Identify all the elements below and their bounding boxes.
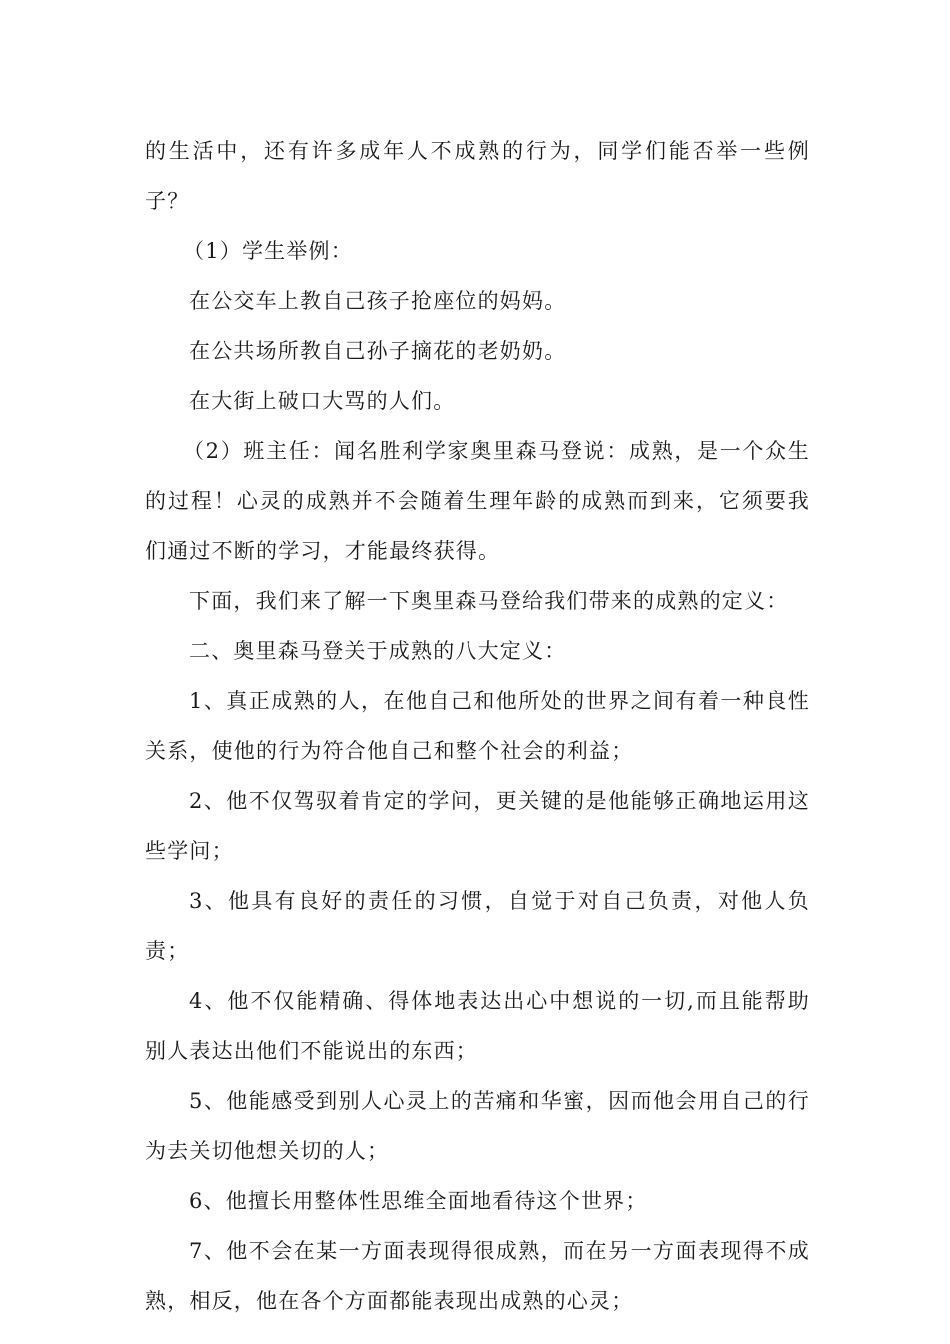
- definition-item-3: 3、他具有良好的责任的习惯，自觉于对自己负责，对他人负责；: [145, 889, 810, 963]
- document-body: [145, 126, 810, 1326]
- definition-item-1: 1、真正成熟的人，在他自己和他所处的世界之间有着一种良性关系，使他的行为符合他自己和整个社会的利益；: [145, 689, 810, 763]
- paragraph-teacher-remarks: （2）班主任：闻名胜利学家奥里森马登说：成熟，是一个众生的过程！心灵的成熟并不会随着生理年龄的成熟而到来，它须要我们通过不断的学习，才能最终获得。: [145, 439, 810, 563]
- definition-item-6: 6、他擅长用整体性思维全面地看待这个世界；: [189, 1189, 648, 1213]
- paragraph-continuation: 的生活中，还有许多成年人不成熟的行为，同学们能否举一些例子？: [145, 139, 810, 213]
- definition-item-7: 7、他不会在某一方面表现得很成熟，而在另一方面表现得不成熟，相反，他在各个方面都能表现出成熟的心灵；: [145, 1239, 810, 1313]
- paragraph-intro-definitions: 下面，我们来了解一下奥里森马登给我们带来的成熟的定义：: [189, 589, 789, 613]
- definition-item-5: 5、他能感受到别人心灵上的苦痛和华蜜，因而他会用自己的行为去关切他想关切的人；: [145, 1089, 810, 1163]
- paragraph-example-street: 在大街上破口大骂的人们。: [189, 389, 456, 413]
- section-heading-eight-definitions: 二、奥里森马登关于成熟的八大定义：: [189, 639, 567, 663]
- definition-item-4: 4、他不仅能精确、得体地表达出心中想说的一切,而且能帮助别人表达出他们不能说出的东西；: [145, 989, 810, 1063]
- definition-item-2: 2、他不仅驾驭着肯定的学问，更关键的是他能够正确地运用这些学问；: [145, 789, 810, 863]
- paragraph-student-examples-heading: （1）学生举例：: [183, 239, 353, 263]
- paragraph-example-bus: 在公交车上教自己孩子抢座位的妈妈。: [189, 289, 567, 313]
- paragraph-example-flowers: 在公共场所教自己孙子摘花的老奶奶。: [189, 339, 567, 363]
